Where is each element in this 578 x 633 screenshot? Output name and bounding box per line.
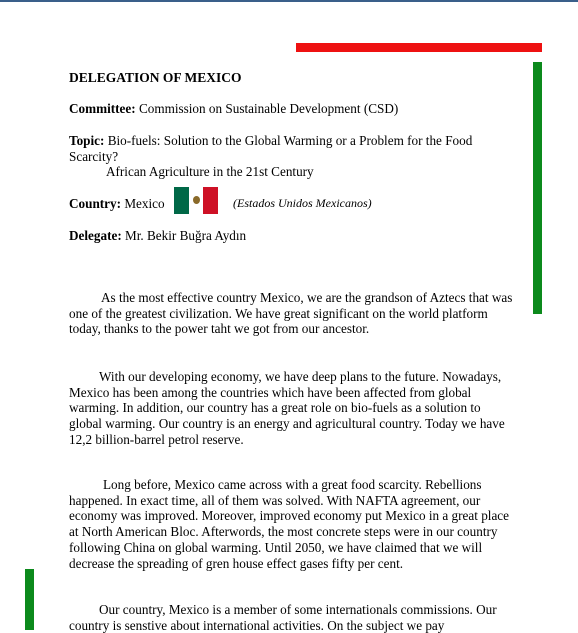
green-decor-bar-left: [25, 569, 34, 630]
paragraph-1: As the most effective country Mexico, we are the grandson of Aztecs that was one of the greatest civilization. We have great significant on the world platform today, thanks to the power taht we got from our ancestor.: [69, 290, 513, 337]
document-title: DELEGATION OF MEXICO: [69, 70, 242, 85]
country-label: Country:: [69, 196, 122, 211]
delegate-line: [69, 228, 246, 244]
delegate-label: Delegate:: [69, 228, 122, 243]
topic-value: Bio-fuels: Solution to the Global Warming or a Problem for the Food Scarcity?: [69, 133, 473, 164]
delegate-value: Mr. Bekir Buğra Aydın: [121, 228, 247, 243]
country-official-name: (Estados Unidos Mexicanos): [233, 196, 372, 210]
green-decor-bar-right: [533, 62, 542, 314]
top-rule: [0, 0, 578, 2]
country-line: [69, 196, 165, 212]
coat-of-arms-icon: [193, 196, 200, 204]
topic-line: [69, 133, 509, 165]
mexico-flag-icon: [174, 187, 218, 214]
country-value: Mexico: [121, 196, 165, 211]
paragraph-3: Long before, Mexico came across with a great food scarcity. Rebellions happened. In exact time, all of them was solved. With NAFTA agreement, our economy was improved. Moreover, improved economy put Mexico in a great place at North American Bloc. Afterwords, the most concrete steps were in our country following China on global warming. Until 2050, we have claimed that we will decrease the spreading of gren house effect gases fifty per cent.: [69, 477, 510, 571]
red-decor-bar: [296, 43, 542, 52]
subtopic-line: African Agriculture in the 21st Century: [106, 164, 314, 179]
committee-value: Commission on Sustainable Development (CSD): [135, 101, 399, 116]
committee-label: Committee:: [69, 101, 136, 116]
paragraph-2: With our developing economy, we have deep plans to the future. Nowadays, Mexico has been among the countries which have been affected from global warming. In addition, our country has a great role on bio-fuels as a solution to global warming. Our country is an energy and agricultural country. Today we have 12,2 billion-barrel petrol reserve.: [69, 369, 505, 447]
committee-line: [69, 101, 398, 117]
paragraph-4: Our country, Mexico is a member of some internationals commissions. Our country is senstive about international activities. On the subject we pay: [69, 602, 497, 633]
topic-label: Topic:: [69, 133, 105, 148]
